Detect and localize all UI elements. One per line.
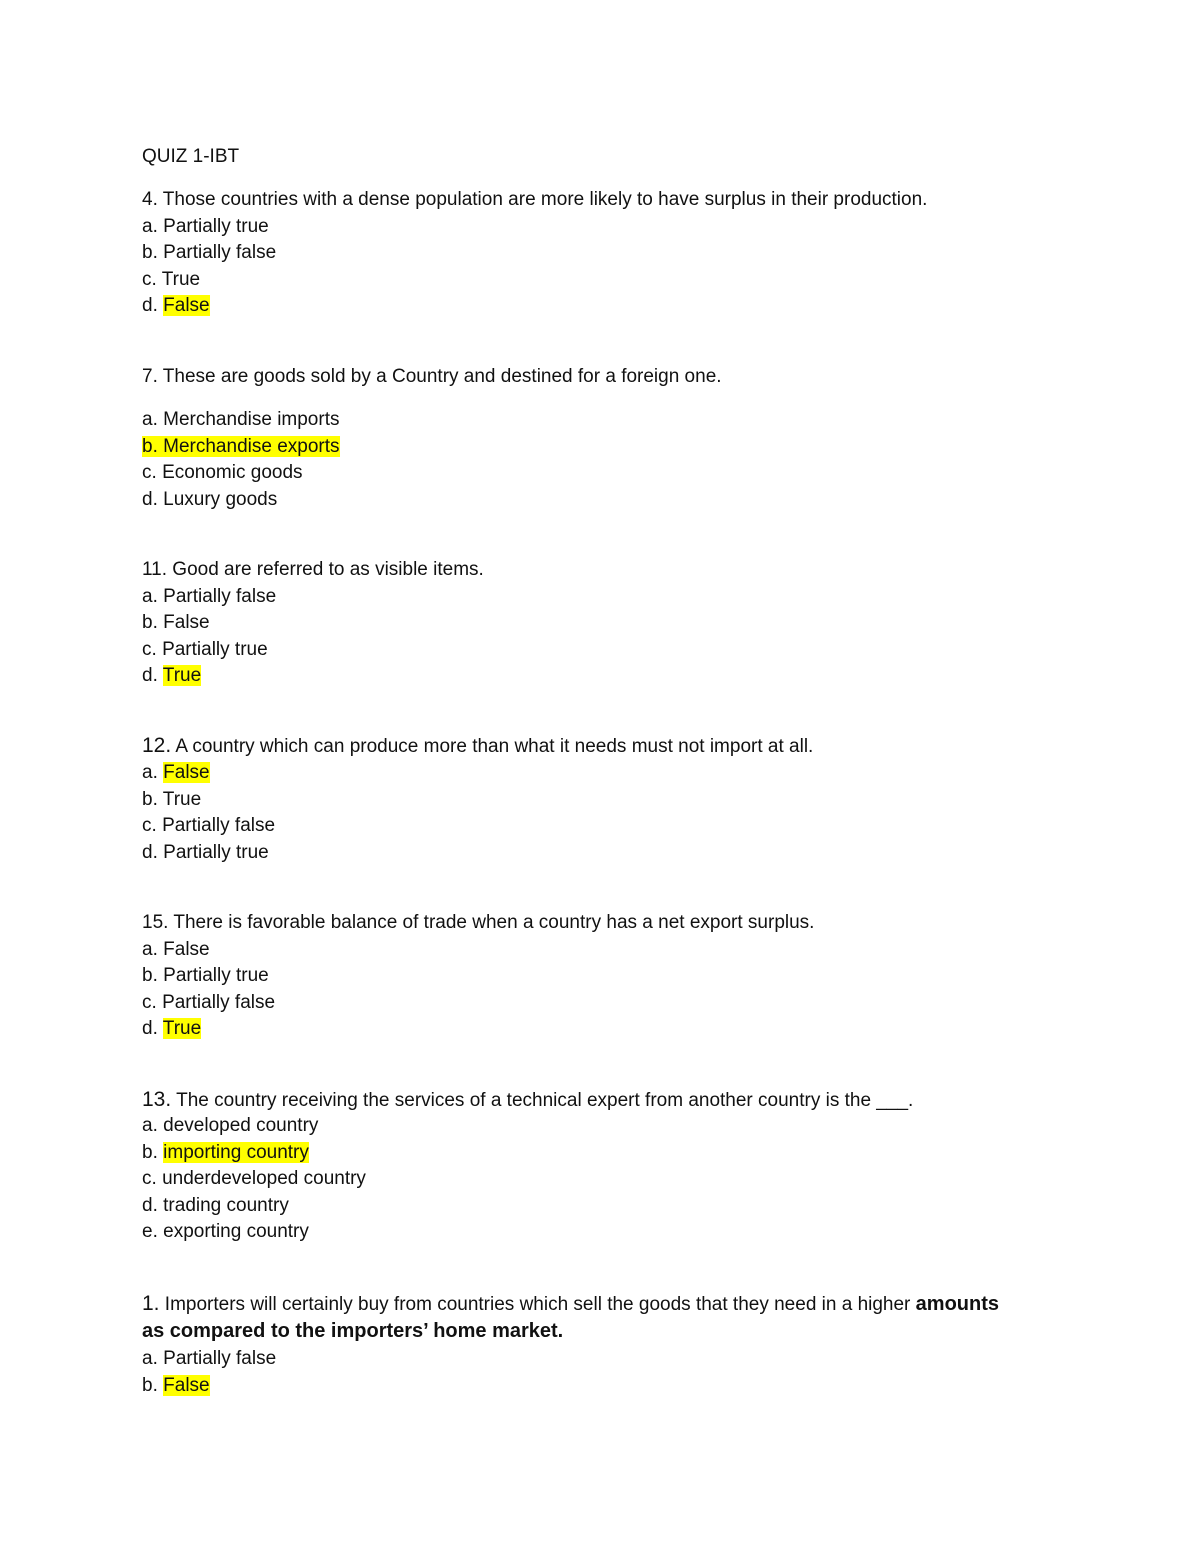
option-letter: d. — [142, 295, 158, 316]
option — [142, 1347, 276, 1371]
option-letter: b. — [142, 789, 158, 810]
option — [142, 638, 268, 662]
question-number: 1. — [142, 1292, 160, 1315]
option-letter: b. — [142, 436, 158, 457]
option-correct — [142, 1141, 309, 1165]
question-11 — [142, 558, 484, 582]
option-letter: c. — [142, 992, 157, 1013]
option — [142, 1194, 289, 1218]
option-text: True — [161, 269, 201, 290]
option-letter: c. — [142, 269, 157, 290]
option — [142, 215, 269, 239]
option-text: Partially false — [163, 586, 277, 607]
option-text: Partially false — [163, 242, 277, 263]
option-text: Partially true — [163, 216, 269, 237]
option — [142, 841, 269, 865]
question-1 — [142, 1292, 999, 1317]
option-letter: d. — [142, 842, 158, 863]
option — [142, 611, 210, 635]
option — [142, 964, 269, 988]
option-correct — [142, 1374, 210, 1398]
option-text: developed country — [163, 1115, 319, 1136]
option — [142, 991, 275, 1015]
option-letter: e. — [142, 1221, 158, 1242]
option-letter: d. — [142, 1018, 158, 1039]
question-text: Good are referred to as visible items. — [167, 559, 484, 580]
option — [142, 241, 276, 265]
question-number: 13. — [142, 1088, 172, 1111]
option-correct — [142, 761, 210, 785]
question-number: 15. — [142, 912, 169, 933]
option-text: True — [162, 789, 202, 810]
option — [142, 1220, 309, 1244]
option-text: Partially true — [163, 965, 269, 986]
question-number: 12. — [142, 734, 172, 757]
option — [142, 585, 276, 609]
option — [142, 788, 201, 812]
question-1-continuation: as compared to the importers’ home market. — [142, 1320, 564, 1342]
option-text: Partially false — [162, 815, 276, 836]
option-letter: c. — [142, 639, 157, 660]
question-number: 7. — [142, 366, 158, 387]
question-text: A country which can produce more than what it needs must not import at all. — [171, 736, 814, 757]
option-letter: a. — [142, 939, 158, 960]
highlighted-answer: False — [163, 1375, 210, 1396]
option-letter: c. — [142, 1168, 157, 1189]
option-correct — [142, 664, 201, 688]
option-letter: a. — [142, 762, 158, 783]
option-text: underdeveloped country — [162, 1168, 366, 1189]
option-letter: b. — [142, 1375, 158, 1396]
option-letter: d. — [142, 1195, 158, 1216]
option-text: Partially false — [162, 992, 276, 1013]
option — [142, 938, 210, 962]
option — [142, 814, 275, 838]
highlighted-answer: False — [163, 295, 210, 316]
option — [142, 268, 200, 292]
highlighted-answer: True — [162, 665, 202, 686]
option-text: Merchandise imports — [163, 409, 340, 430]
option — [142, 461, 303, 485]
option-correct — [142, 294, 210, 318]
option — [142, 1114, 318, 1138]
option-text: exporting country — [163, 1221, 309, 1242]
option-letter: b. — [142, 242, 158, 263]
option-letter: a. — [142, 1348, 158, 1369]
option-correct — [142, 1017, 201, 1041]
option-letter: d. — [142, 665, 158, 686]
question-12 — [142, 734, 813, 759]
option-text: Economic goods — [162, 462, 303, 483]
option-text: Luxury goods — [163, 489, 278, 510]
option-text: Partially true — [163, 842, 269, 863]
quiz-title: QUIZ 1-IBT — [142, 146, 240, 167]
option-text: Merchandise exports — [163, 436, 340, 457]
highlighted-answer — [142, 436, 340, 457]
highlighted-answer: True — [162, 1018, 202, 1039]
option-text: False — [163, 939, 210, 960]
option-letter: a. — [142, 586, 158, 607]
option — [142, 1167, 366, 1191]
question-7 — [142, 365, 722, 389]
question-text: Importers will certainly buy from countries which sell the goods that they need in a higher — [159, 1294, 916, 1315]
question-text: Those countries with a dense population are more likely to have surplus in their production. — [157, 189, 928, 210]
option-correct — [142, 435, 340, 459]
option-text: trading country — [163, 1195, 289, 1216]
question-number: 4. — [142, 189, 158, 210]
question-text: There is favorable balance of trade when a country has a net export surplus. — [168, 912, 815, 933]
question-13 — [142, 1088, 913, 1113]
option-letter: a. — [142, 216, 158, 237]
highlighted-answer: importing country — [163, 1142, 309, 1163]
option-letter: b. — [142, 612, 158, 633]
option-letter: d. — [142, 489, 158, 510]
option-letter: c. — [142, 462, 157, 483]
question-number: 11. — [142, 559, 168, 580]
option-text: Partially false — [163, 1348, 277, 1369]
option — [142, 408, 339, 432]
option-letter: c. — [142, 815, 157, 836]
question-4 — [142, 188, 927, 212]
option-letter: b. — [142, 1142, 158, 1163]
question-text-bold: amounts — [915, 1293, 1000, 1315]
option-letter: a. — [142, 409, 158, 430]
option-text: False — [163, 612, 210, 633]
highlighted-answer: False — [163, 762, 210, 783]
question-text: These are goods sold by a Country and destined for a foreign one. — [157, 366, 722, 387]
option-letter: a. — [142, 1115, 158, 1136]
option-text: Partially true — [162, 639, 268, 660]
question-text: The country receiving the services of a technical expert from another country is the ___. — [171, 1090, 914, 1111]
option-letter: b. — [142, 965, 158, 986]
question-15 — [142, 911, 814, 935]
option — [142, 488, 277, 512]
